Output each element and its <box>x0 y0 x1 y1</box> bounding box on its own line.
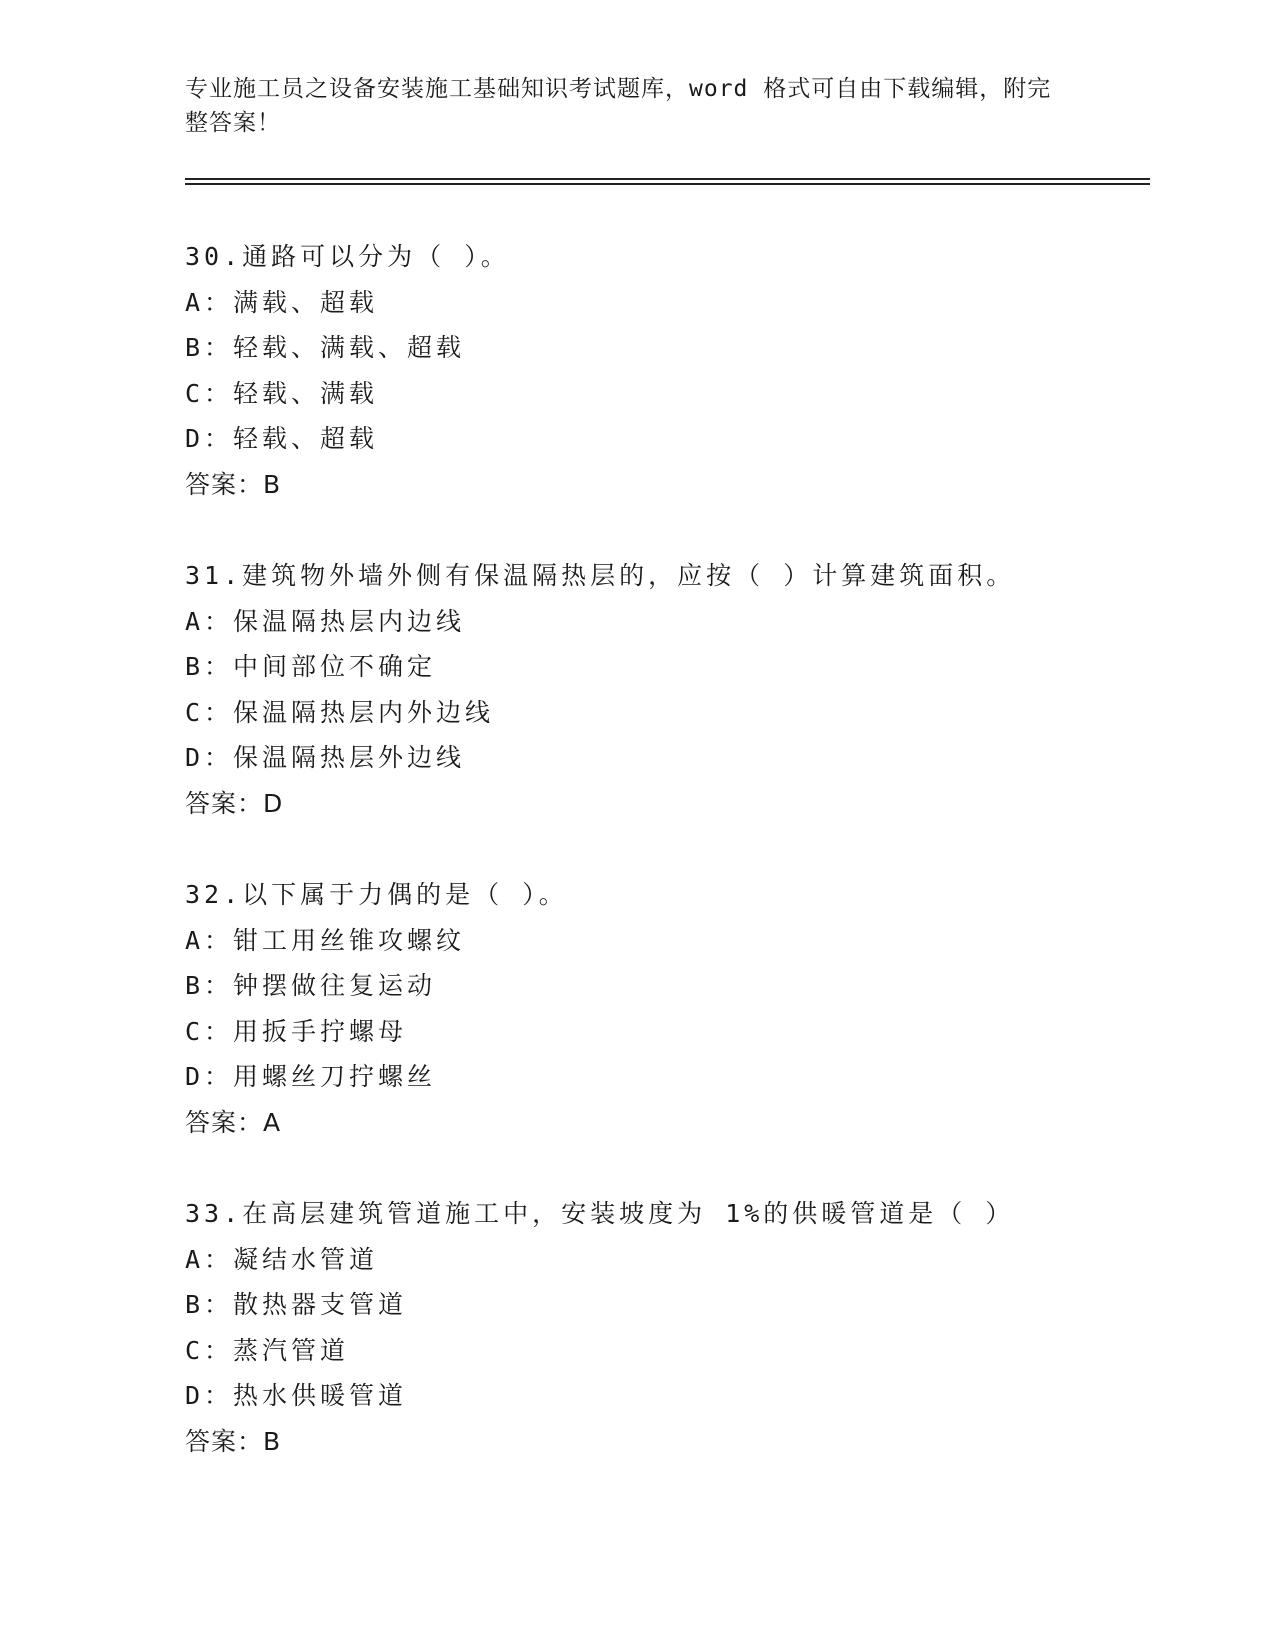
question-stem: 33.在高层建筑管道施工中，安装坡度为 1%的供暖管道是（ ） <box>185 1199 1015 1228</box>
document-header: 专业施工员之设备安装施工基础知识考试题库，word 格式可自由下载编辑，附完整答案！ <box>185 76 1052 136</box>
option-b: B：轻载、满载、超载 <box>185 333 466 362</box>
header-divider-top <box>185 178 1150 180</box>
option-b: B：钟摆做往复运动 <box>185 971 437 1000</box>
option-a: A：钳工用丝锥攻螺纹 <box>185 925 466 955</box>
answer: 答案：B <box>185 469 282 499</box>
option-c: C：轻载、满载 <box>185 378 379 408</box>
option-d: D：保温隔热层外边线 <box>185 743 466 772</box>
answer: 答案：D <box>185 788 284 818</box>
option-d: D：用螺丝刀拧螺丝 <box>185 1062 437 1091</box>
question-30 <box>185 234 1185 507</box>
option-b: B：中间部位不确定 <box>185 652 437 681</box>
option-a: A：满载、超载 <box>185 287 379 317</box>
option-c: C：蒸汽管道 <box>185 1335 350 1365</box>
option-a: A：保温隔热层内边线 <box>185 606 466 636</box>
option-c: C：保温隔热层内外边线 <box>185 697 495 727</box>
header-divider-bottom <box>185 183 1150 185</box>
question-33 <box>185 1191 1185 1464</box>
question-stem: 30.通路可以分为（ ）。 <box>185 242 510 271</box>
answer: 答案：B <box>185 1426 282 1456</box>
question-stem: 31.建筑物外墙外侧有保温隔热层的，应按（ ）计算建筑面积。 <box>185 561 1016 590</box>
option-b: B：散热器支管道 <box>185 1290 408 1319</box>
option-a: A：凝结水管道 <box>185 1244 379 1274</box>
question-32 <box>185 872 1185 1145</box>
question-31 <box>185 553 1185 826</box>
answer: 答案：A <box>185 1107 282 1137</box>
option-d: D：热水供暖管道 <box>185 1381 408 1410</box>
question-stem: 32.以下属于力偶的是（ ）。 <box>185 880 568 909</box>
option-d: D：轻载、超载 <box>185 424 379 453</box>
option-c: C：用扳手拧螺母 <box>185 1016 408 1046</box>
